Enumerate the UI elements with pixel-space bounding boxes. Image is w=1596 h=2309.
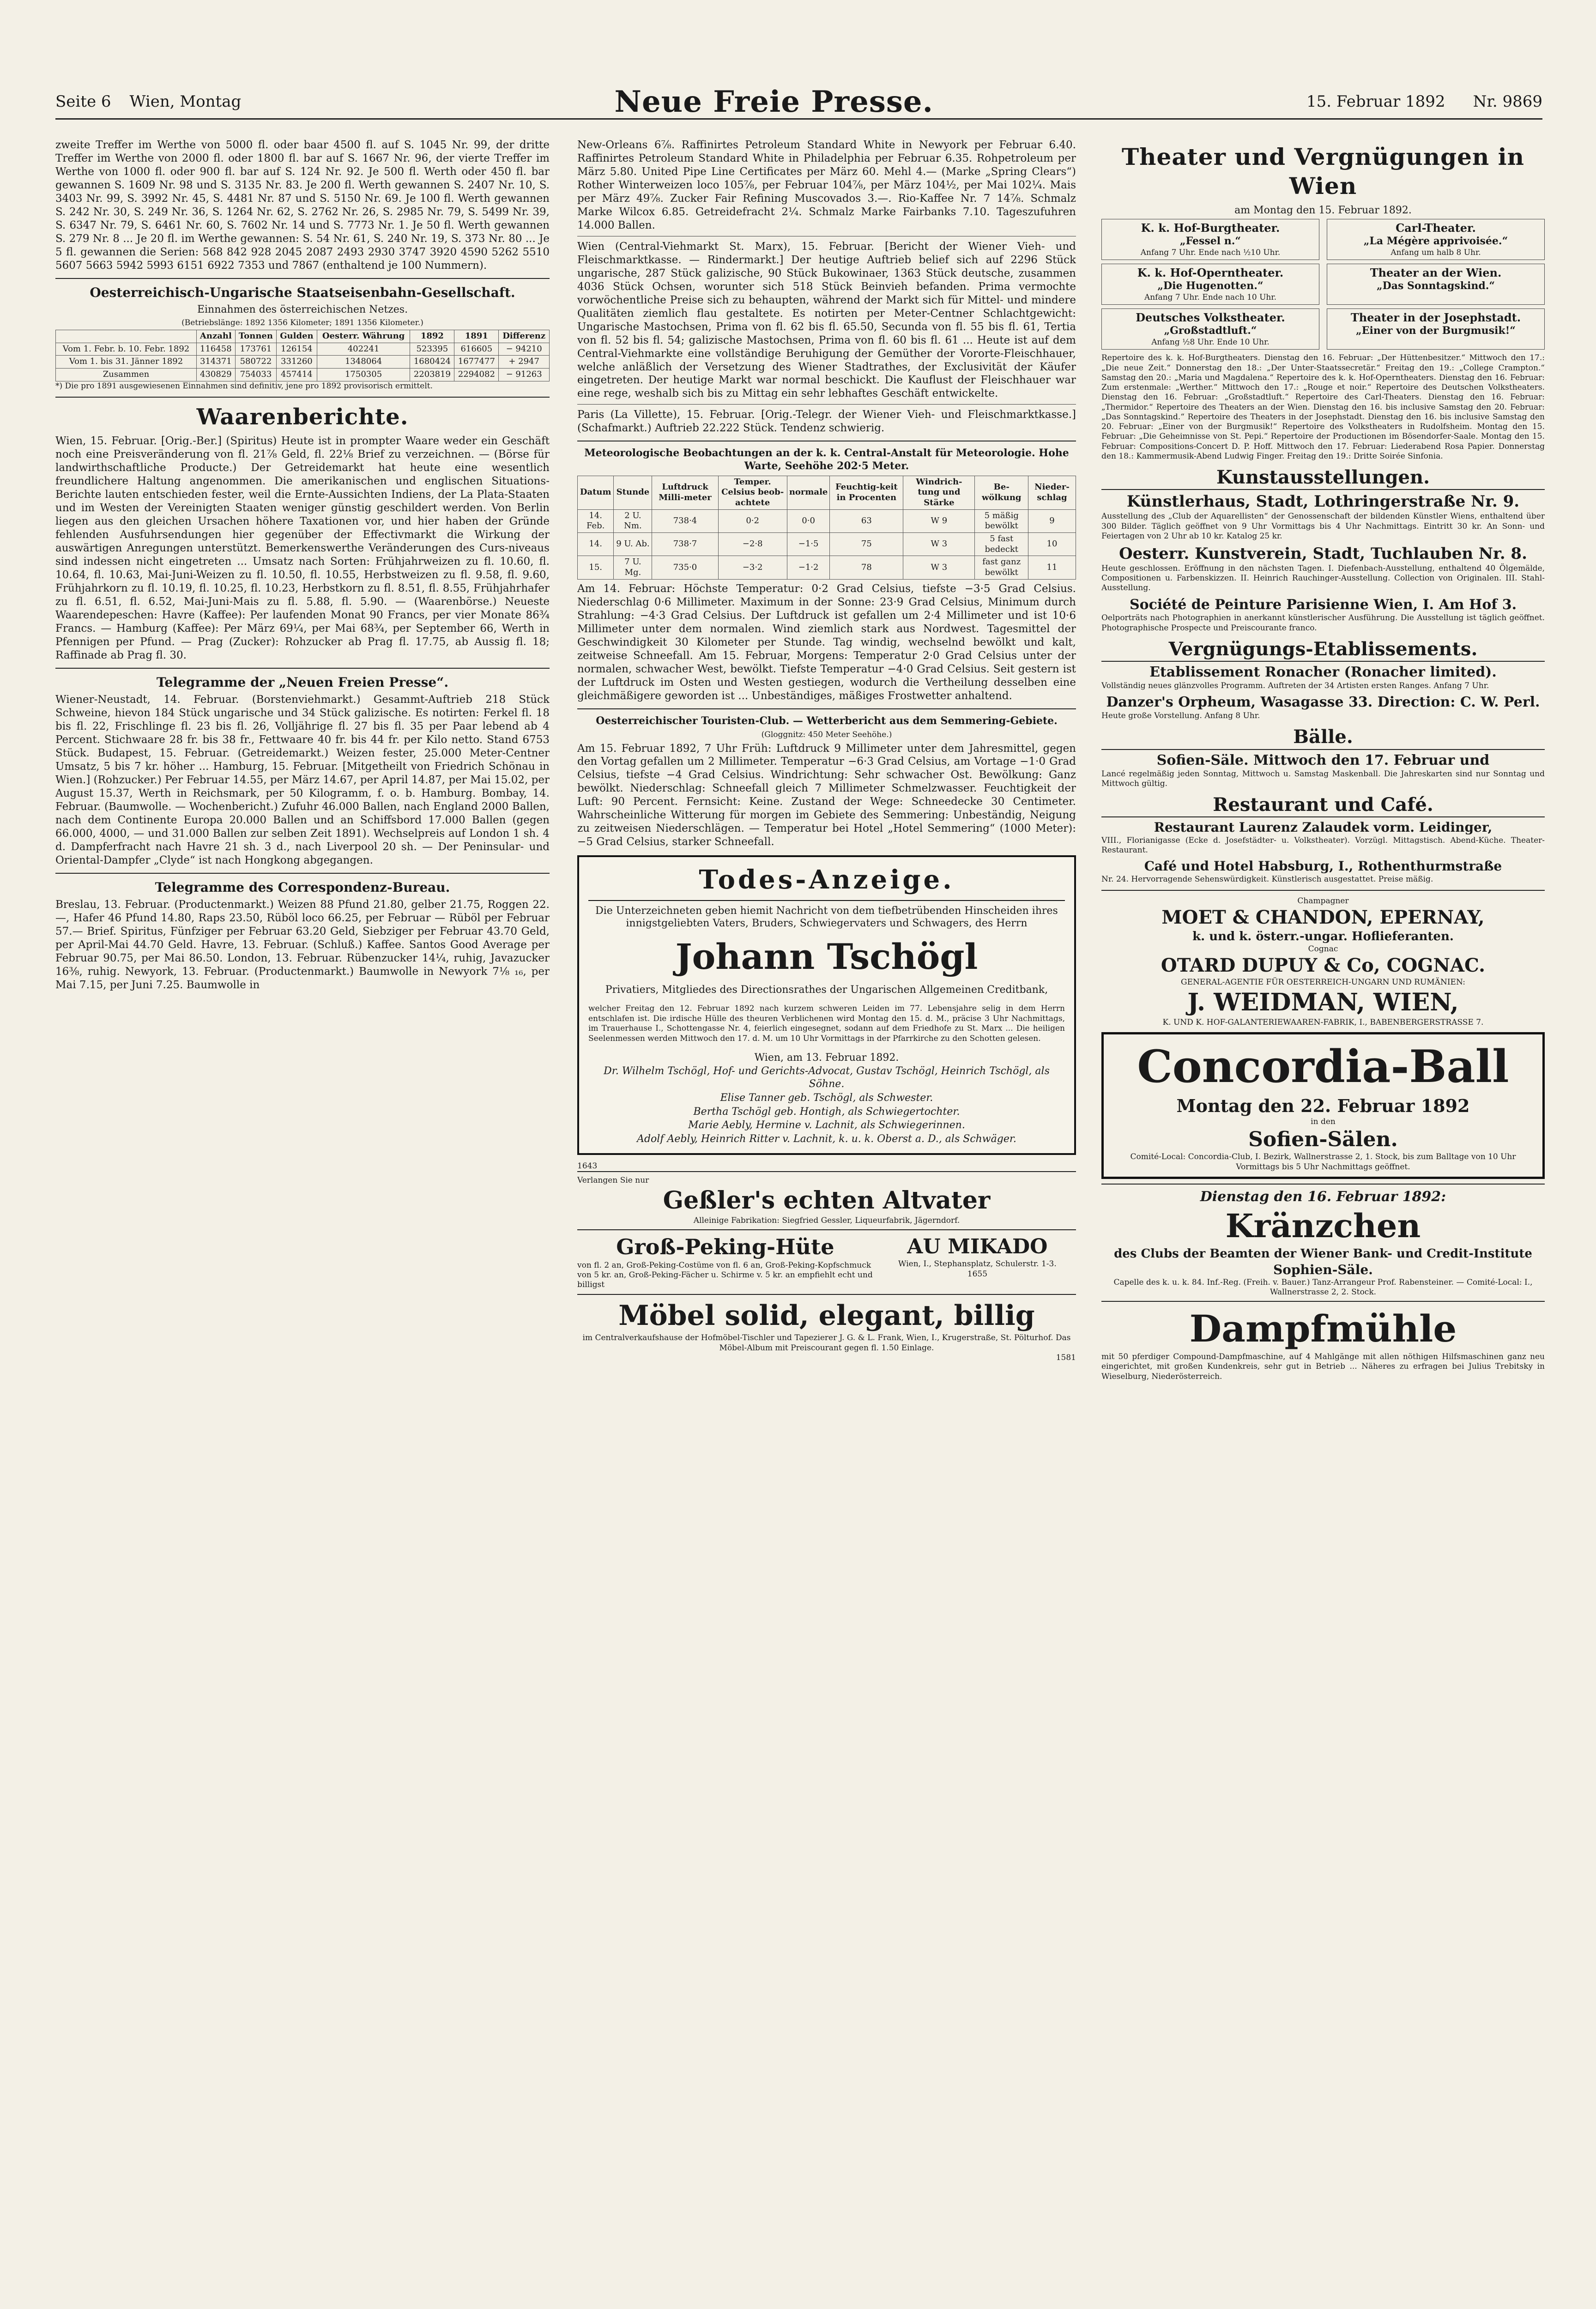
table-cell: 457414 xyxy=(277,368,317,381)
concordia-place: Sofien-Sälen. xyxy=(1248,1127,1398,1151)
weidman-title: J. WEIDMAN, WIEN, xyxy=(1187,988,1459,1017)
table-header-cell: Feuchtig-keit in Procenten xyxy=(830,476,903,509)
peking-title: Groß-Peking-Hüte xyxy=(616,1234,834,1259)
theatre-listing xyxy=(1327,219,1545,260)
kunstverein-text: Heute geschlossen. Eröffnung in den nächsten Tagen. I. Diefenbach-Ausstellung, enthaltend 40 Ölgemälde, Compositionen u. Farbenskizzen. II. Heinrich Rauchinger-Ausstellung. Collection von Originalen. III. Stahl-Ausstellung. xyxy=(1101,563,1545,593)
moebel-number: 1581 xyxy=(1056,1353,1076,1362)
markets-text: New-Orleans 6⅞. Raffinirtes Petroleum Standard White in Newyork per Februar 6.40. Raffinirtes Petroleum Standard White in Philadelphia per Februar 6.35. Rohpetroleum per März 5.80. United Pipe Line Certificates per März 60. Mehl 4.— (Marke „Spring Clears“) Rother Winterweizen loco 105⅞, per Februar 104⅞, per März 104½, per Mai 102¼. Mais per März 49⅞. Zucker Fair Refining Muscovados 3.—. Rio-Kaffee Nr. 7 14⅞. Schmalz Marke Wilcox 6.85. Getreidefracht 2¼. Schmalz Marke Fairbanks 7.10. Tageszufuhren 14.000 Ballen. xyxy=(577,139,1076,231)
cognac-label: Cognac xyxy=(1308,944,1338,954)
moet-title: MOET & CHANDON, EPERNAY, xyxy=(1161,907,1485,929)
paris-text: Paris (La Villette), 15. Februar. [Orig.-Telegr. der Wiener Vieh- und Fleischmarktkasse.] (Schafmarkt.) Auftrieb 22.222 Stück. Tendenz schwierig. xyxy=(577,409,1076,435)
theatre-grid xyxy=(1101,219,1545,350)
table-cell: 2203819 xyxy=(410,368,454,381)
table-cell: Zusammen xyxy=(56,368,197,381)
kraenzchen-text: Capelle des k. u. k. 84. Inf.-Reg. (Freih. v. Bauer.) Tanz-Arrangeur Prof. Rabensteiner. — Comité-Local: I., Wallnerstrasse 2, 2. Stock. xyxy=(1113,1277,1533,1297)
table-cell: 754033 xyxy=(235,368,276,381)
theatre-time: Anfang ½8 Uhr. Ende 10 Uhr. xyxy=(1151,338,1270,347)
table-header-cell: Stunde xyxy=(614,476,652,509)
mikado-address: Wien, I., Stephansplatz, Schulerstr. 1-3. xyxy=(898,1259,1057,1269)
correspondence-text: Breslau, 13. Februar. (Productenmarkt.) Weizen 88 Pfund 21.80, gelber 21.75, Roggen 22.—, Hafer 46 Pfund 14.80, Raps 23.50, Rüböl loco 66.25, per Februar — Rüböl per Februar 57.— Brief. Spiritus, Fünfziger per Februar 63.20 Geld, Siebziger per Februar 43.70 Geld, per April-Mai 44.70 Geld. Havre, 13. Februar. (Schluß.) Kaffee. Santos Good Average per Februar 90.75, per Mai 86.50. London, 13. Februar. Rübenzucker 14¼, ruhig, Javazucker 16⅜, ruhig. Newyork, 13. Februar. (Productenmarkt.) Baumwolle in Newyork 7⅛ ₁₆, per Mai 7.15, per Juni 7.25. Baumwolle in xyxy=(55,898,550,991)
moebel-ad xyxy=(577,1294,1076,1366)
page-number: Seite 6 xyxy=(55,92,111,111)
death-notice-body: welcher Freitag den 12. Februar 1892 nach kurzem schweren Leiden im 77. Lebensjahre selig in dem Herrn entschlafen ist. Die irdische Hülle des theuren Verblichenen wird Montag den 15. d. M., präcise 3 Uhr Nachmittags, im Trauerhause I., Schottengasse Nr. 4, feierlich eingesegnet, sodann auf dem Friedhofe zu St. Marx ... Die heiligen Seelenmessen werden Mittwoch den 17. d. M. um 10 Uhr Vormittags in der Pfarrkirche zu den Schotten gelesen. xyxy=(588,1004,1065,1043)
entertainment-heading: Vergnügungs-Etablissements. xyxy=(1101,638,1545,662)
table-cell: 14. xyxy=(578,533,614,556)
deceased-role: Privatiers, Mitgliedes des Directionsrathes der Ungarischen Allgemeinen Creditbank, xyxy=(605,984,1048,996)
dampfmuehle-ad xyxy=(1101,1301,1545,1388)
societe-text: Oelporträts nach Photographien in anerkannt künstlerischer Ausführung. Die Ausstellung ist täglich geöffnet. Photographische Prospecte und Preiscourante franco. xyxy=(1101,613,1545,633)
table-cell: 15. xyxy=(578,556,614,579)
concordia-text: Comité-Local: Concordia-Club, I. Bezirk, Wallnerstrasse 2, 1. Stock, bis zum Balltage von 10 Uhr Vormittags bis 5 Uhr Nachmittags geöffnet. xyxy=(1130,1152,1516,1172)
table-cell: 11 xyxy=(1028,556,1076,579)
theatre-listing xyxy=(1327,308,1545,350)
table-cell: 116458 xyxy=(196,343,235,356)
table-cell: 10 xyxy=(1028,533,1076,556)
theatre-play: „Die Hugenotten.“ xyxy=(1157,280,1264,292)
theatre-name: Deutsches Volkstheater. xyxy=(1136,311,1285,325)
death-notice-date: Wien, am 13. Februar 1892. xyxy=(754,1052,899,1064)
death-notice-intro: Die Unterzeichneten geben hiemit Nachricht von dem tiefbetrübenden Hinscheiden ihres innigstgeliebten Vaters, Bruders, Schwiegervaters und Schwagers, des Herrn xyxy=(595,905,1058,930)
ronacher: Etablissement Ronacher (Ronacher limited). xyxy=(1149,664,1497,681)
table-cell: W 9 xyxy=(903,509,975,532)
danzer: Danzer's Orpheum, Wasagasse 33. Direction: C. W. Perl. xyxy=(1106,694,1540,711)
table-cell: 14. Feb. xyxy=(578,509,614,532)
table-cell: 7 U. Mg. xyxy=(614,556,652,579)
champagne-ad xyxy=(1101,896,1545,1028)
theatre-name: K. k. Hof-Operntheater. xyxy=(1137,266,1284,279)
table-cell: 1348064 xyxy=(317,356,410,369)
mourner: Adolf Aebly, Heinrich Ritter v. Lachnit, k. u. k. Oberst a. D., als Schwäger. xyxy=(637,1133,1016,1145)
concordia-in: in den xyxy=(1311,1117,1336,1126)
theatre-heading: Theater und Vergnügungen in Wien xyxy=(1121,143,1525,199)
mikado-title: AU MIKADO xyxy=(907,1234,1048,1258)
table-cell: 1677477 xyxy=(454,356,499,369)
column-2 xyxy=(577,139,1076,2309)
table-header-cell: Oesterr. Währung xyxy=(317,330,410,343)
issue-date: 15. Februar 1892 xyxy=(1306,92,1445,111)
table-cell: 616605 xyxy=(454,343,499,356)
moet-sub: k. und k. österr.-ungar. Hoflieferanten. xyxy=(1192,930,1454,944)
table-cell: −1·2 xyxy=(787,556,830,579)
table-header-cell: Differenz xyxy=(499,330,550,343)
table-header-cell: Be-wölkung xyxy=(975,476,1028,509)
altvater-pre: Verlangen Sie nur xyxy=(577,1175,649,1185)
place-day: Wien, Montag xyxy=(129,92,242,111)
theatre-play: „Fessel n.“ xyxy=(1179,235,1241,247)
mourner: Bertha Tschögl geb. Hontigh, als Schwiegertochter. xyxy=(693,1106,960,1118)
table-cell: 402241 xyxy=(317,343,410,356)
peking-text: von fl. 2 an, Groß-Peking-Costüme von fl. 6 an, Groß-Peking-Kopfschmuck von 5 kr. an, Groß-Peking-Fächer u. Schirme v. 5 kr. an empfiehlt echt und billigst xyxy=(577,1260,873,1290)
theatre-date: am Montag den 15. Februar 1892. xyxy=(1234,205,1412,216)
table-cell: 1750305 xyxy=(317,368,410,381)
table-header-cell: 1891 xyxy=(454,330,499,343)
societe: Société de Peinture Parisienne Wien, I. Am Hof 3. xyxy=(1129,596,1517,613)
death-notice-number: 1643 xyxy=(577,1161,598,1171)
issue-number: Nr. 9869 xyxy=(1473,92,1542,111)
railway-row xyxy=(56,356,550,369)
theatre-listing xyxy=(1327,264,1545,305)
column-1 xyxy=(55,139,550,2309)
kraenzchen-ad xyxy=(1101,1184,1545,1301)
telegram-heading: Telegramme der „Neuen Freien Presse“. xyxy=(156,674,449,690)
table-cell: 735·0 xyxy=(652,556,718,579)
art-exhibitions-heading: Kunstausstellungen. xyxy=(1101,466,1545,490)
table-cell: 75 xyxy=(830,533,903,556)
table-cell: fast ganz bewölkt xyxy=(975,556,1028,579)
kunstverein: Oesterr. Kunstverein, Stadt, Tuchlauben Nr. 8. xyxy=(1119,544,1527,563)
mourner: Dr. Wilhelm Tschögl, Hof- und Gerichts-Advocat, Gustav Tschögl, Heinrich Tschögl, als Söhne. xyxy=(604,1065,1050,1090)
railway-length: (Betriebslänge: 1892 1356 Kilometer; 1891 1356 Kilometer.) xyxy=(181,318,423,327)
moebel-text: im Centralverkaufshause der Hofmöbel-Tischler und Tapezierer J. G. & L. Frank, Wien, I., Krugerstraße, St. Pölturhof. Das Möbel-Album mit Preiscourant gegen fl. 1.50 Einlage. xyxy=(582,1333,1071,1353)
table-cell: Vom 1. Febr. b. 10. Febr. 1892 xyxy=(56,343,197,356)
kraenzchen-place: Sophien-Säle. xyxy=(1273,1262,1373,1277)
railway-table xyxy=(55,330,550,381)
general-agency: GENERAL-AGENTIE FÜR OESTERREICH-UNGARN UND RUMÄNIEN: xyxy=(1181,977,1465,987)
leidinger-text: VIII., Florianigasse (Ecke d. Josefstädter- u. Volkstheater). Vorzügl. Mittagstisch. Abend-Küche. Theater-Restaurant. xyxy=(1101,835,1545,855)
balls-heading: Bälle. xyxy=(1101,725,1545,750)
death-notice-title: Todes-Anzeige. xyxy=(588,864,1065,901)
cattle-market-text: Wien (Central-Viehmarkt St. Marx), 15. Februar. [Bericht der Wiener Vieh- und Fleischmarktkasse. — Rindermarkt.] Der heutige Auftrieb belief sich auf 2296 Stück ungarische, 287 Stück galizische, 90 Stück Bukowinaer, 1363 Stück deutsche, zusammen 4036 Stück Ochsen, worunter sich 518 Stück Beinvieh befanden. Prima vermochte vorwöchentliche Preise sich zu behaupten, während der Markt sich für Mittel- und mindere Qualitäten ziemlich flau gestaltete. Es notirten per Meter-Centner Schlachtgewicht: Ungarische Mastochsen, Prima von fl. 62 bis fl. 65.50, Secunda von fl. 55 bis fl. 61, Tertia von fl. 52 bis fl. 54; galizische Mastochsen, Prima von fl. 60 bis fl. 61 ... Heute ist auf dem Central-Viehmarkte eine vollständige Beruhigung der Gemüther der Vororte-Fleischhauer, welche anläßlich der Versetzung des Wiener Stadtrathes, der Exclusivität der Käufer eingetreten. Der heutige Markt war normal beschickt. Die Kauflust der Fleischhauer war eine rege, weshalb sich bis zu Mittag ein sehr lebhaftes Geschäft entwickelte. xyxy=(577,240,1076,400)
mikado-number: 1655 xyxy=(967,1269,988,1279)
table-header-cell: Datum xyxy=(578,476,614,509)
railway-row xyxy=(56,368,550,381)
ronacher-text: Vollständig neues glänzvolles Programm. Auftreten der 34 Artisten ersten Ranges. Anfang 7 Uhr. xyxy=(1101,681,1489,691)
meteo-row xyxy=(578,509,1076,532)
table-cell: 1680424 xyxy=(410,356,454,369)
tourist-text: Am 15. Februar 1892, 7 Uhr Früh: Luftdruck 9 Millimeter unter dem Jahresmittel, gegen den Vortag gefallen um 2 Millimeter. Temperatur −6·3 Grad Celsius, am Vortage −1·0 Grad Celsius, tiefste −4 Grad Celsius. Windrichtung: Sehr schwacher Ost. Bewölkung: Ganz bewölkt. Niederschlag: Schneefall gleich 7 Millimeter Schmelzwasser. Feuchtigkeit der Luft: 90 Percent. Fernsicht: Keine. Zustand der Wege: Schneedecke 30 Centimeter. Wahrscheinliche Witterung für morgen im Gebiete des Semmering: Unbeständig, Neigung zu zeitweisen Niederschlägen. — Temperatur bei Hotel „Hotel Semmering“ (1000 Meter): −5 Grad Celsius, starker Schneefall. xyxy=(577,742,1076,848)
kraenzchen-sub: des Clubs der Beamten der Wiener Bank- und Credit-Institute xyxy=(1114,1246,1532,1261)
table-cell: 430829 xyxy=(196,368,235,381)
danzer-text: Heute große Vorstellung. Anfang 8 Uhr. xyxy=(1101,711,1260,721)
table-cell: 5 mäßig bewölkt xyxy=(975,509,1028,532)
table-header-cell: Anzahl xyxy=(196,330,235,343)
deceased-name: Johann Tschögl xyxy=(675,936,978,977)
tourist-subheading: (Gloggnitz: 450 Meter Seehöhe.) xyxy=(761,730,892,740)
table-cell: −3·2 xyxy=(718,556,787,579)
theatre-name: K. k. Hof-Burgtheater. xyxy=(1141,221,1280,235)
lottery-results: zweite Treffer im Werthe von 5000 fl. oder baar 4500 fl. auf S. 1045 Nr. 99, der dritte Treffer im Werthe von 2000 fl. oder 1800 fl. bar auf S. 1667 Nr. 96, der vierte Treffer im Werthe von 1000 fl. oder 900 fl. bar auf S. 124 Nr. 92. Je 500 fl. Werth oder 450 fl. bar gewannen S. 1609 Nr. 98 und S. 3135 Nr. 83. Je 200 fl. Werth gewannen S. 2407 Nr. 10, S. 3403 Nr. 99, S. 3992 Nr. 45, S. 4481 Nr. 87 und S. 5150 Nr. 69. Je 100 fl. Werth gewannen S. 242 Nr. 30, S. 249 Nr. 36, S. 1264 Nr. 62, S. 2762 Nr. 26, S. 2985 Nr. 79, S. 5499 Nr. 39, S. 6347 Nr. 79, S. 6461 Nr. 60, S. 7602 Nr. 14 und S. 7773 Nr. 1. Je 50 fl. Werth gewannen S. 279 Nr. 8 ... Je 20 fl. im Werthe gewannen: S. 54 Nr. 61, S. 240 Nr. 19, S. 373 Nr. 80 ... Je 5 fl. gewannen die Serien: 568 842 928 2045 2087 2493 2930 3747 3920 4590 5262 5510 5607 5663 5942 5993 6151 6922 7353 und 7867 (enthaltend je 100 Nummern). xyxy=(55,139,550,272)
table-cell: 173761 xyxy=(235,343,276,356)
table-cell: − 94210 xyxy=(499,343,550,356)
tourist-heading: Oesterreichischer Touristen-Club. — Wetterbericht aus dem Semmering-Gebiete. xyxy=(596,714,1058,727)
column-3 xyxy=(1101,139,1545,2309)
table-header-cell: Windrich-tung und Stärke xyxy=(903,476,975,509)
theatre-name: Theater an der Wien. xyxy=(1370,266,1502,279)
theatre-time: Anfang um halb 8 Uhr. xyxy=(1390,248,1481,257)
table-header-cell: Tonnen xyxy=(235,330,276,343)
otard-title: OTARD DUPUY & Co, COGNAC. xyxy=(1161,955,1486,977)
altvater-sub: Alleinige Fabrikation: Siegfried Gessler, Liqueurfabrik, Jägerndorf. xyxy=(693,1215,960,1225)
table-cell: − 91263 xyxy=(499,368,550,381)
waaren-text: Wien, 15. Februar. [Orig.-Ber.] (Spiritus) Heute ist in prompter Waare weder ein Geschäft noch eine Preisveränderung von fl. 21⅞ Geld, fl. 22⅛ Brief zu verzeichnen. — (Börse für landwirthschaftliche Producte.) Der Getreidemarkt hat heute eine wesentlich freundlichere Haltung angenommen. Die amerikanischen und englischen Situations-Berichte lauten entschieden fester, weil die Ernte-Aussichten Indiens, der La Plata-Staaten und im Westen der Vereinigten Staaten weniger günstig geschildert werden. Von Berlin liegen aus den gleichen Ursachen höhere Taxationen vor, und hier haben der Gründe fehlenden Ausfuhrsendungen hier gegenüber der Effectivmarkt die Wirkung der auswärtigen Anregungen unterstützt. Bemerkenswerthe Veränderungen des Curs-niveaus sind indessen nicht eingetreten ... Umsatz nach Sorten: Frühjahrweizen zu fl. 10.60, fl. 10.64, fl. 10.63, Mai-Juni-Weizen zu fl. 10.50, fl. 10.55, Herbstweizen zu fl. 9.58, fl. 9.60, Frühjahrkorn zu fl. 10.19, fl. 10.25, fl. 10.23, Herbstkorn zu fl. 8.51, fl. 8.55, Frühjahrhafer zu fl. 6.51, fl. 6.52, Mai-Juni-Mais zu fl. 5.88, fl. 5.90. — (Waarenbörse.) Neueste Waarendepeschen: Havre (Kaffee): Per laufenden Monat 90 Francs, per vier Monate 86¾ Francs. — Hamburg (Kaffee): Per März 69¼, per Mai 68¾, per September 66, Werth in Pfennigen per Pfund. — Prag (Zucker): Rohzucker ab Prag fl. 17.75, ab Aussig fl. 18; Raffinade ab Prag fl. 30. xyxy=(55,435,550,661)
dampfmuehle-title: Dampfmühle xyxy=(1189,1307,1457,1351)
theatre-time: Anfang 7 Uhr. Ende nach 10 Uhr. xyxy=(1144,292,1277,302)
sofien-text: Lancé regelmäßig jeden Sonntag, Mittwoch u. Samstag Maskenball. Die Jahreskarten sind nur Sonntag und Mittwoch gültig. xyxy=(1101,769,1545,788)
table-cell: 580722 xyxy=(235,356,276,369)
newspaper-title: Neue Freie Presse. xyxy=(614,84,933,119)
waaren-heading: Waarenberichte. xyxy=(196,404,409,430)
habsburg-text: Nr. 24. Hervorragende Sehenswürdigkeit. Künstlerisch ausgestattet. Preise mäßig. xyxy=(1101,874,1433,884)
table-cell: −2·8 xyxy=(718,533,787,556)
concordia-date: Montag den 22. Februar 1892 xyxy=(1176,1095,1470,1116)
kraenzchen-date: Dienstag den 16. Februar 1892: xyxy=(1200,1188,1446,1205)
railway-subheading: Einnahmen des österreichischen Netzes. xyxy=(197,303,408,315)
kuenstlerhaus-text: Ausstellung des „Club der Aquarellisten“ der Genossenschaft der bildenden Künstler Wiens, enthaltend über 300 Bilder. Täglich geöffnet von 9 Uhr Vormittags bis 4 Uhr Nachmittags. Eintritt 30 kr. An Sonn- und Feiertagen von 2 Uhr ab 10 kr. Katalog 25 kr. xyxy=(1101,512,1545,541)
telegram-text: Wiener-Neustadt, 14. Februar. (Borstenviehmarkt.) Gesammt-Auftrieb 218 Stück Schweine, hievon 184 Stück ungarische und 34 Stück galizische. Es notirten: Ferkel fl. 18 bis fl. 22, Frischlinge fl. 23 bis fl. 26, Volljährige fl. 27 bis fl. 35 per Paar lebend ab 4 Percent. Stichwaare 28 fr. bis 38 fr., Fettwaare 40 fr. bis 44 fr. per Kilo netto. Stand 6753 Stück. Budapest, 15. Februar. (Getreidemarkt.) Weizen fester, 25.000 Meter-Centner Umsatz, 5 bis 7 kr. höher ... Hamburg, 15. Februar. [Mitgetheilt von Friedrich Schönau in Wien.] (Rohzucker.) Per Februar 14.55, per März 14.67, per April 14.87, per Mai 15.02, per August 15.37, Werth in Reichsmark, per 50 Kilogramm, f. o. b. Hamburg. Bombay, 14. Februar. (Baumwolle. — Wochenbericht.) Zufuhr 46.000 Ballen, nach England 2000 Ballen, nach dem Continente Europa 20.000 Ballen und an Schiffsbord 17.000 Ballen (gegen 66.000, 4000, — und 31.000 Ballen zur selben Zeit 1891). Wechselpreis auf London 1 sh. 4 d. Dampferfracht nach Havre 21 sh. 3 d., nach Liverpool 20 sh. — Der Peninsular- und Oriental-Dampfer „Clyde“ ist nach Hongkong abgegangen. xyxy=(55,694,550,866)
table-cell: 9 U. Ab. xyxy=(614,533,652,556)
table-cell: + 2947 xyxy=(499,356,550,369)
meteo-table xyxy=(577,476,1076,580)
mourner: Elise Tanner geb. Tschögl, als Schwester. xyxy=(720,1092,933,1104)
theatre-listing xyxy=(1101,264,1319,305)
table-cell: W 3 xyxy=(903,556,975,579)
table-cell: 78 xyxy=(830,556,903,579)
kraenzchen-title: Kränzchen xyxy=(1225,1206,1421,1245)
altvater-title: Geßler's echten Altvater xyxy=(663,1186,991,1215)
table-cell: −1·5 xyxy=(787,533,830,556)
table-cell: 2 U. Nm. xyxy=(614,509,652,532)
table-cell: 9 xyxy=(1028,509,1076,532)
table-header-cell: Gulden xyxy=(277,330,317,343)
habsburg: Café und Hotel Habsburg, I., Rothenthurmstraße xyxy=(1144,858,1502,874)
meteo-heading: Meteorologische Beobachtungen an der k. k. Central-Anstalt für Meteorologie. Hohe Warte, Seehöhe 202·5 Meter. xyxy=(584,447,1069,472)
theatre-listing xyxy=(1101,219,1319,260)
meteo-row xyxy=(578,533,1076,556)
mourner: Marie Aebly, Hermine v. Lachnit, als Schwiegerinnen. xyxy=(688,1119,965,1131)
table-header-cell: Luftdruck Milli-meter xyxy=(652,476,718,509)
table-cell: 331260 xyxy=(277,356,317,369)
table-cell: 0·0 xyxy=(787,509,830,532)
table-cell: 523395 xyxy=(410,343,454,356)
theatre-play: „La Mégère apprivoisée.“ xyxy=(1363,235,1508,247)
table-cell: 314371 xyxy=(196,356,235,369)
weidman-sub: K. UND K. HOF-GALANTERIEWAAREN-FABRIK, I., BABENBERGERSTRASSE 7. xyxy=(1162,1017,1484,1027)
concordia-ad xyxy=(1101,1032,1545,1179)
sofien: Sofien-Säle. Mittwoch den 17. Februar und xyxy=(1156,752,1490,768)
table-header-cell: Nieder-schlag xyxy=(1028,476,1076,509)
concordia-title: Concordia-Ball xyxy=(1137,1040,1509,1093)
theatre-name: Theater in der Josephstadt. xyxy=(1350,311,1521,325)
theatre-listing xyxy=(1101,308,1319,350)
table-cell: 63 xyxy=(830,509,903,532)
meteo-text: Am 14. Februar: Höchste Temperatur: 0·2 Grad Celsius, tiefste −3·5 Grad Celsius. Niederschlag 0·6 Millimeter. Maximum in der Sonne: 23·9 Grad Celsius, Minimum durch Strahlung: −4·3 Grad Celsius. Der Luftdruck ist gefallen um 2·4 Millimeter und ist 10·6 Millimeter unter dem normalen. Wind ziemlich stark aus Nordwest. Tagesmittel der Geschwindigkeit 30 Kilometer per Stunde. Tag windig, wechselnd bewölkt und kalt, zeitweise Schneefall. Am 15. Februar, Morgens: Temperatur 2·0 Grad Celsius unter der normalen, schwacher West, bewölkt. Tiefste Temperatur −4·0 Grad Celsius. Seit gestern ist der Luftdruck im Osten und Westen gestiegen, wodurch die Vertheilung desselben eine gleichmäßigere geworden ist ... Unbeständiges, mäßiges Frostwetter anhaltend. xyxy=(577,582,1076,702)
death-notice xyxy=(577,855,1076,1154)
table-header-cell: 1892 xyxy=(410,330,454,343)
table-cell: 2294082 xyxy=(454,368,499,381)
masthead xyxy=(55,84,1542,120)
theatre-name: Carl-Theater. xyxy=(1396,221,1476,235)
restaurant-heading: Restaurant und Café. xyxy=(1101,793,1545,817)
theatre-play: „Einer von der Burgmusik!“ xyxy=(1356,325,1516,337)
leidinger: Restaurant Laurenz Zalaudek vorm. Leidinger, xyxy=(1154,820,1493,835)
mourners-list xyxy=(588,1065,1065,1145)
moebel-title: Möbel solid, elegant, billig xyxy=(618,1299,1035,1332)
theatre-play: „Großstadtluft.“ xyxy=(1164,325,1257,337)
table-header-cell: Temper. Celsius beob-achtete xyxy=(718,476,787,509)
theatre-time: Anfang 7 Uhr. Ende nach ½10 Uhr. xyxy=(1140,248,1281,257)
correspondence-heading: Telegramme des Correspondenz-Bureau. xyxy=(155,879,450,895)
table-cell: Vom 1. bis 31. Jänner 1892 xyxy=(56,356,197,369)
railway-heading: Oesterreichisch-Ungarische Staatseisenbahn-Gesellschaft. xyxy=(90,284,515,300)
table-cell: 738·7 xyxy=(652,533,718,556)
table-cell: 0·2 xyxy=(718,509,787,532)
peking-ad xyxy=(577,1229,1076,1294)
table-cell: 738·4 xyxy=(652,509,718,532)
repertoire-text: Repertoire des k. k. Hof-Burgtheaters. Dienstag den 16. Februar: „Der Hüttenbesitzer.“ Mittwoch den 17.: „Die neue Zeit.“ Donnerstag den 18.: „Der Unter-Staatssecretär.“ Freitag den 19.: „College Crampton.“ Samstag den 20.: „Maria und Magdalena.“ Repertoire des k. k. Hof-Operntheaters. Dienstag den 16. Februar: Zum erstenmale: „Werther.“ Mittwoch den 17.: „Rouge et noir.“ Repertoire des Deutschen Volkstheaters. Dienstag den 16. Februar: „Großstadtluft.“ Repertoire des Carl-Theaters. Dienstag den 16. Februar: „Thermidor.“ Repertoire des Theaters an der Wien. Dienstag den 16. bis inclusive Samstag den 20. Februar: „Das Sonntagskind.“ Repertoire des Theaters in der Josephstadt. Dienstag den 16. bis inclusive Samstag den 20. Februar: „Einer von der Burgmusik!“ Repertoire des Volkstheaters in Rudolfsheim. Montag den 15. Februar: „Die Geheimnisse von St. Pepi.“ Repertoire der Productionen im Bösendorfer-Saale. Montag den 15. Februar: Compositions-Concert D. P. Hoff. Mittwoch den 17. Februar: Liederabend Rosa Papier. Donnerstag den 18.: Kammermusik-Abend Ludwig Finger. Freitag den 19.: Dritte Soirée Sinfonia. xyxy=(1101,353,1545,461)
table-header-cell: normale xyxy=(787,476,830,509)
dampfmuehle-text: mit 50 pferdiger Compound-Dampfmaschine, auf 4 Mahlgänge mit allen nöthigen Hilfsmaschinen ganz neu eingerichtet, mit großen Kundenkreis, sehr gut in Betrieb ... Näheres zu erfragen bei Julius Trebitsky in Wieselburg, Niederösterreich. xyxy=(1101,1352,1545,1381)
theatre-play: „Das Sonntagskind.“ xyxy=(1376,280,1495,292)
table-header-cell xyxy=(56,330,197,343)
table-cell: W 3 xyxy=(903,533,975,556)
kuenstlerhaus: Künstlerhaus, Stadt, Lothringerstraße Nr. 9. xyxy=(1126,492,1520,511)
meteo-row xyxy=(578,556,1076,579)
railway-row xyxy=(56,343,550,356)
champagne-label: Champagner xyxy=(1297,896,1349,906)
table-cell: 5 fast bedeckt xyxy=(975,533,1028,556)
railway-note: *) Die pro 1891 ausgewiesenen Einnahmen sind definitiv, jene pro 1892 provisorisch ermittelt. xyxy=(55,381,433,391)
altvater-ad xyxy=(577,1171,1076,1229)
table-cell: 126154 xyxy=(277,343,317,356)
